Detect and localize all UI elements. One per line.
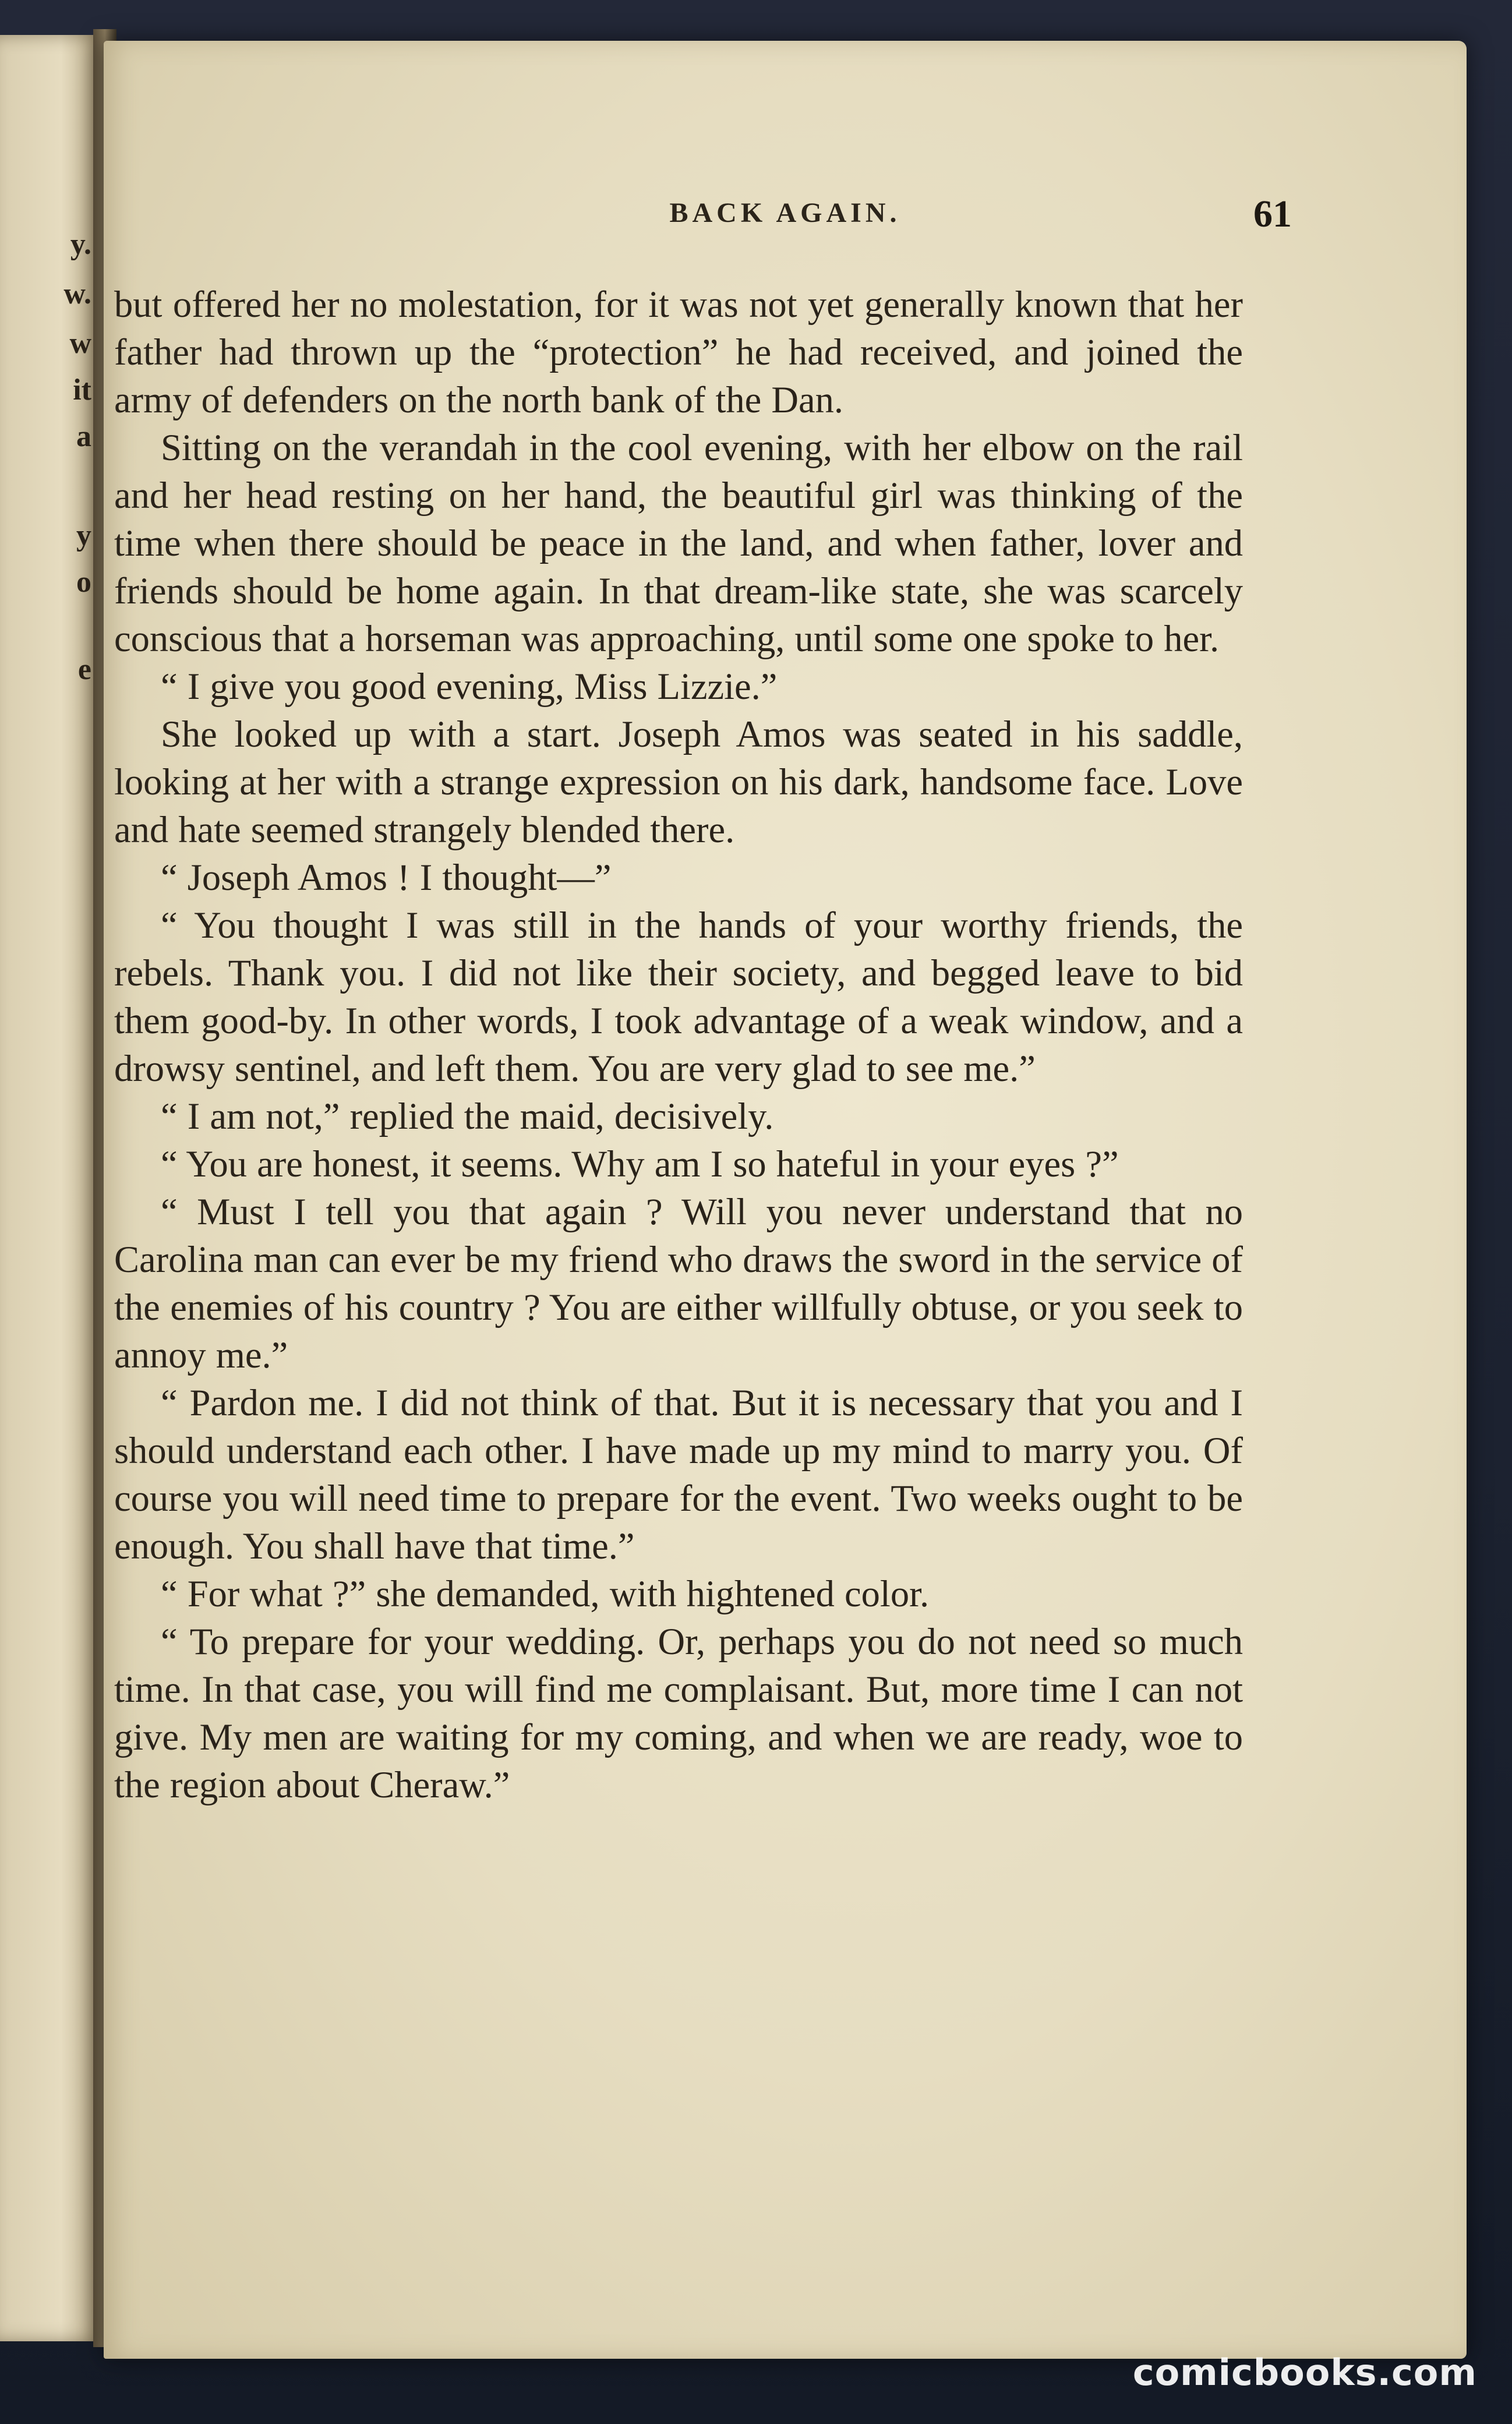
paragraph: “ Pardon me. I did not think of that. But it is necessary that you and I should understand each other. I have made up my mind to marry you. Of course you will need time to prepare for the event. Two weeks ought to be enough. You shall have that time.” [114,1382,1243,1567]
paragraph: “ You are honest, it seems. Why am I so hateful in your eyes ?” [161,1143,1119,1185]
paragraph: “ Joseph Amos ! I thought—” [161,857,612,898]
paragraph: “ Must I tell you that again ? Will you never understand that no Carolina man can ever be my friend who draws the sword in the service of the enemies of his country ? You are either willfully obtuse, or you seek to annoy me.” [114,1191,1243,1376]
paragraph: “ To prepare for your wedding. Or, perhaps you do not need so much time. In that case, you will find me complaisant. But, more time I can not give. My men are waiting for my coming, and when we are ready, woe to the region about Cheraw.” [114,1621,1243,1805]
book-page [104,41,1467,2359]
previous-page-edge [0,35,102,2341]
previous-page-fragment: o [76,566,91,599]
previous-page-fragment: it [73,373,91,407]
paragraph: “ I am not,” replied the maid, decisively. [161,1096,774,1137]
paragraph: Sitting on the verandah in the cool evening, with her elbow on the rail and her head resting on her hand, the beautiful girl was thinking of the time when there should be peace in the land, and when father, lover and friends should be home again. In that dream-like state, she was scarcely conscious that a horseman was approaching, until some one spoke to her. [114,427,1243,659]
watermark: comicbooks.com [1132,2351,1477,2394]
previous-page-fragment: e [77,653,91,686]
previous-page-fragment: w. [63,277,91,310]
paragraph: “ For what ?” she demanded, with hightened color. [161,1573,930,1614]
body-text [114,281,1243,1809]
previous-page-fragment: y. [70,228,91,261]
previous-page-fragment: a [76,420,91,453]
running-head [104,186,1467,245]
paragraph: but offered her no molestation, for it was not yet generally known that her father had thrown up the “protection” he had received, and joined the army of defenders on the north bank of the Dan. [114,284,1243,421]
previous-page-fragment: y [76,519,91,552]
paragraph: She looked up with a start. Joseph Amos was seated in his saddle, looking at her with a strange expression on his dark, handsome face. Love and hate seemed strangely blended there. [114,713,1243,850]
page-number: 61 [1253,193,1292,235]
running-head-title: BACK AGAIN. [669,197,901,228]
previous-page-fragment: w [69,327,91,360]
paragraph: “ You thought I was still in the hands of your worthy friends, the rebels. Thank you. I did not like their society, and begged leave to bid them good-by. In other words, I took advantage of a weak window, and a drowsy sentinel, and left them. You are very glad to see me.” [114,904,1243,1089]
paragraph: “ I give you good evening, Miss Lizzie.” [161,666,778,707]
